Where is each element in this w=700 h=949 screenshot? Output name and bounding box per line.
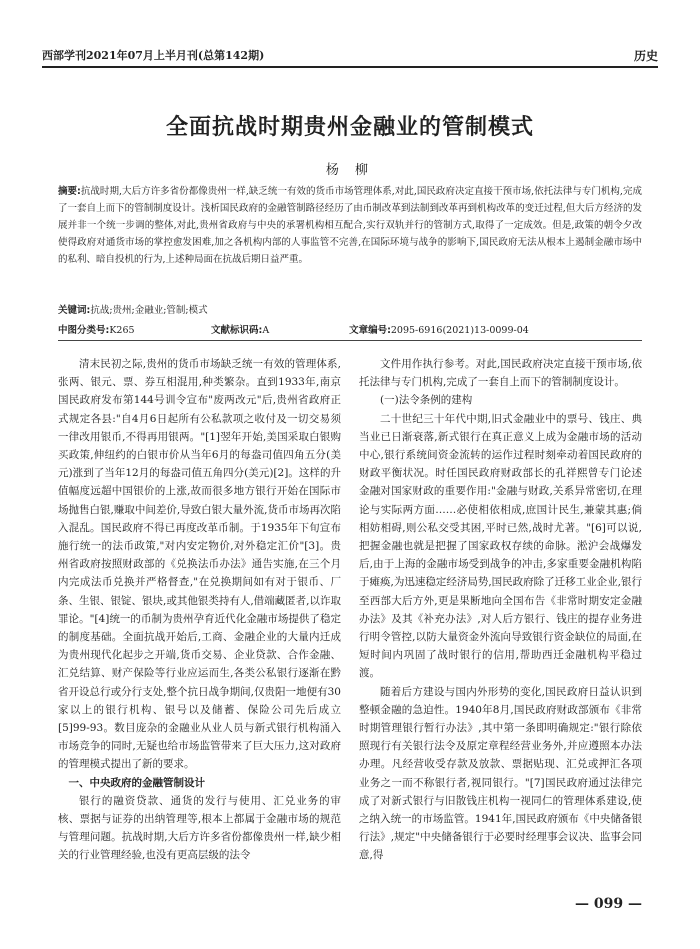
clc-value: K265 xyxy=(109,325,135,336)
paragraph: 随着后方建设与国内外形势的变化,国民政府日益认识到整顿金融的急迫性。1940年8月,国民政府财政部颁布《非常时期管理银行暂行办法》,其中第一条即明确规定:"银行除依照现行有关银行法令及原定章程经营业务外,并应遵照本办法办理。凡经营收受存款及放款、票据贴现、汇兑或押汇各项业务之一而不称银行者,视同银行。"[7]国民政府通过法律完成了对新式银行与旧散钱庄机构一视同仁的管理体系建设,使之纳入统一的市场监管。1941年,国民政府颁布《中央储备银行法》,规定"中央储备银行于必要时经理事会议决、监事会同意,得 xyxy=(359,685,642,862)
journal-info: 西部学刊2021年07月上半月刊(总第142期) xyxy=(42,49,265,62)
paragraph: 文件用作执行参考。对此,国民政府决定直接干预市场,依托法律与专门机构,完成了一套自上而下的管制制度设计。 xyxy=(359,358,642,389)
keywords-text: 抗战;贵州;金融业;管制;模式 xyxy=(90,305,208,316)
body-column-right xyxy=(359,355,642,865)
section-heading: 一、中央政府的金融管制设计 xyxy=(68,776,205,789)
abstract-text: 抗战时期,大后方许多省份都像贵州一样,缺乏统一有效的货币市场管理体系,对此,国民政府决定直接干预市场,依托法律与专门机构,完成了一套自上而下的管制制度设计。浅析国民政府的金融管制路径经历了由币制改革到法制到改革再到机构改革的变迁过程,但大后方经济的发展并非一个统一步调的整体,对此,贵州省政府与中央的承署机构相互配合,实行双轨并行的管制方式,取得了一定成效。但是,政策的朝令夕改使得政府对通货市场的掌控愈发困难,加之各机构内部的人事监管不完善,在国际环境与战争的影响下,国民政府无法从根本上遏制金融市场中的私利、暗自投机的行为,上述种局面在抗战后期日益严重。 xyxy=(58,186,642,265)
paragraph: 二十世纪三十年代中期,旧式金融业中的票号、钱庄、典当业已日渐衰落,新式银行在真正意义上成为金融市场的活动中心,银行系统间资金流转的运作过程时刻牵动着国民政府的财政平衡状况。时任国民政府财政部长的孔祥熙曾专门论述金融对国家财政的重要作用:"金融与财政,关系异常密切,在理论与实际两方面……必使相依相成,庶国计民生,兼蒙其惠;倘相妨相碍,则公私交受其困,平时已然,战时尤著。"[6]可以说,把握金融也就是把握了国家政权存续的命脉。淞沪会战爆发后,由于上海的金融市场受到战争的冲击,多家重要金融机构陷于瘫痪,为迅速稳定经济局势,国民政府除了迁移工业企业,银行至西部大后方外,更是果断地向全国布告《非常时期安定金融办法》及其《补充办法》,对人后方银行、钱庄的提存业务进行明令管控,以防大量资金外流向导致银行资金缺位的局面,在短时间内巩固了战时银行的信用,帮助西迁金融机构平稳过渡。 xyxy=(359,412,643,680)
article-title: 全面抗战时期贵州金融业的管制模式 xyxy=(165,114,534,140)
articleno-value: 2095-6916(2021)13-0099-04 xyxy=(390,325,529,336)
paragraph: 清末民初之际,贵州的货币市场缺乏统一有效的管理体系,张两、银元、票、券互相混用,种类繁杂。直到1933年,南京国民政府发布第144号训令宣布"废两改元"后,贵州省政府正式规定各县:"自4月6日起所有公私款项之收付及一切交易须一律改用银币,不得再用银两。"[1]翌年开始,美国采取白银购买政策,伸纽约的白银市价从当年6月的每盎司值四角五分(美元)涨到了当年12月的每盎司值五角四分(美元)[2]。这样的升值幅度远超中国银价的上涨,故而很多地方银行开始在国际市场抛售白银,赚取中间差价,导致白银大量外流,货币市场再次陷入混乱。国民政府不得已再度改革币制。于1935年下旬宣布施行统一的法币政策,"对内安定物价,对外稳定汇价"[3]。贵州省政府按照财政部的《兑换法币办法》通告实施,在三个月内完成法币兑换并严格督查,"在兑换期间如有对于银币、厂条、生银、银锭、银块,或其他银类持有人,借端藏匿者,以诈取罪论。"[4]统一的币制为贵州孕育近代化金融市场提供了稳定的制度基础。全面抗战开始后,工商、金融企业的大量内迁成为贵州现代化起步之开端,货币交易、企业贷款、合作金融、汇兑结算、财产保险等行业应运而生,各类公私银行逐渐在黔省开设总行或分行支处,整个抗日战争期间,仅贵阳一地便有30家以上的银行机构、银号以及储蓄、保险公司先后成立[5]99-93。数目庞杂的金融业从业人员与新式银行机构涌入市场竞争的同时,无疑也给市场监管带来了巨大压力,这对政府的管理模式提出了新的要求。 xyxy=(58,358,342,771)
abstract-separator xyxy=(58,340,642,341)
section-label: 历史 xyxy=(633,49,658,63)
paragraph: 银行的融资贷款、通货的发行与使用、汇兑业务的审核、票据与证券的出纳管理等,根本上都属于金融市场的规范与管理问题。抗战时期,大后方许多省份都像贵州一样,缺少相关的行业管理经验,也没有更高层级的法令 xyxy=(58,794,341,862)
running-header xyxy=(42,47,658,65)
subsection-heading: (一)法令条例的建构 xyxy=(380,394,473,407)
author-name: 杨 柳 xyxy=(325,163,375,178)
body-column-left xyxy=(58,355,341,865)
clc-label: 中图分类号: xyxy=(58,325,110,336)
header-rule xyxy=(42,66,658,68)
page-number: — 099 — xyxy=(575,896,642,912)
doccode-label: 文献标识码: xyxy=(211,325,263,336)
articleno-label: 文章编号: xyxy=(349,325,391,336)
classification-line xyxy=(58,322,642,336)
abstract-label: 摘要: xyxy=(58,186,81,197)
keywords-label: 关键词: xyxy=(58,305,91,316)
abstract xyxy=(58,183,642,268)
keywords xyxy=(58,302,642,316)
doccode-value: A xyxy=(262,325,270,336)
